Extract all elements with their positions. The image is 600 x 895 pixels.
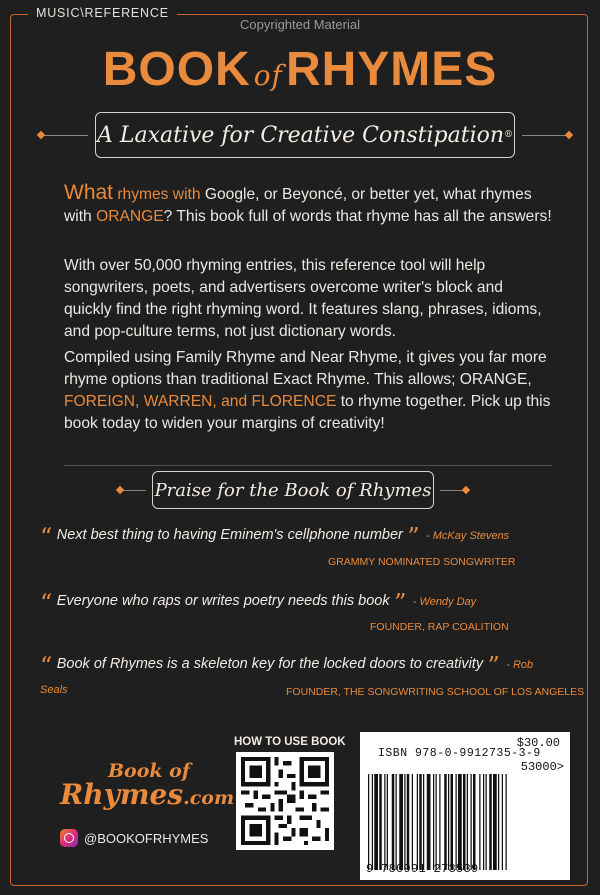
isbn-barcode	[360, 732, 570, 880]
quote-close-mark: ”	[394, 589, 407, 617]
p1-highlight-lead: rhymes with	[113, 186, 201, 203]
quote-open-mark: “	[40, 523, 53, 551]
price: $30.00	[516, 736, 560, 750]
p1-highlight-orange: ORANGE	[96, 208, 164, 225]
how-to-use-label: HOW TO USE BOOK	[234, 736, 346, 748]
tagline: A Laxative for Creative Constipation	[96, 122, 505, 148]
title-of: of	[253, 59, 283, 92]
barcode-bars	[366, 774, 564, 870]
banner-rule-right	[522, 135, 570, 136]
title-part1: BOOK	[102, 43, 251, 96]
description-paragraph-1	[64, 182, 552, 228]
instagram-handle: @BOOKOFRHYMES	[84, 830, 209, 846]
tagline-banner	[95, 112, 515, 158]
p1-text: Google, or Beyoncé, or better yet, what rhymes with	[64, 186, 532, 225]
quote-close-mark: ”	[487, 652, 500, 680]
logo-line1: Book of	[108, 760, 191, 782]
qr-code[interactable]	[236, 752, 334, 850]
watermark: Copyrighted Material	[240, 17, 360, 32]
logo-line2	[60, 778, 234, 811]
p3-highlight: FOREIGN, WARREN, and FLORENCE	[64, 393, 337, 410]
p3-text-end: to rhyme together. Pick up this book today to widen your margins of creativity!	[64, 393, 551, 432]
barcode-digits: 9 780991 273539	[366, 862, 479, 876]
logo-name: Rhymes	[60, 778, 184, 811]
section-divider	[64, 465, 552, 466]
banner-rule-left	[40, 135, 88, 136]
quote-author: - Wendy Day	[412, 596, 477, 608]
quote-open-mark: “	[40, 652, 53, 680]
instagram-link[interactable]	[60, 829, 208, 847]
instagram-icon	[60, 829, 78, 847]
quote-open-mark: “	[40, 589, 53, 617]
quote-author: - McKay Stevens	[426, 530, 510, 542]
website-logo	[60, 760, 234, 811]
registered-mark: ®	[504, 130, 514, 140]
praise-heading: Praise for the Book of Rhymes	[152, 471, 434, 509]
quote-2	[40, 589, 560, 639]
quote-3	[40, 652, 585, 702]
book-title	[0, 42, 600, 97]
quote-role: FOUNDER, THE SONGWRITING SCHOOL OF LOS ANGELES	[286, 686, 585, 698]
isbn-number: ISBN 978-0-9912735-3-9	[378, 747, 541, 760]
quote-role: GRAMMY NOMINATED SONGWRITER	[328, 556, 516, 568]
description-paragraph-2: With over 50,000 rhyming entries, this reference tool will help songwriters, poets, and advertisers overcome writer's block and quickly find the right rhyming word. It features slang, phrases, idioms, and pop-culture terms, not just dictionary words.	[64, 257, 542, 340]
title-part2: RHYMES	[285, 43, 498, 96]
category-label: MUSIC\REFERENCE	[28, 6, 177, 20]
quote-author: - Rob Seals	[40, 659, 534, 696]
description-paragraph-3	[64, 347, 552, 435]
logo-suffix: .com	[183, 787, 235, 809]
quote-1	[40, 523, 560, 573]
barcode-addon: 53000>	[520, 760, 564, 774]
quote-text: Next best thing to having Eminem's cellphone number	[56, 527, 403, 543]
dropcap-word: What	[64, 181, 114, 204]
quote-role: FOUNDER, RAP COALITION	[370, 621, 509, 633]
quote-text: Everyone who raps or writes poetry needs this book	[56, 593, 390, 609]
qr-code-icon	[241, 757, 329, 845]
p1-text-end: ? This book full of words that rhyme has all the answers!	[163, 208, 552, 225]
quote-close-mark: ”	[407, 523, 420, 551]
p3-text: Compiled using Family Rhyme and Near Rhyme, it gives you far more rhyme options than traditional Exact Rhyme. This allows; ORANGE,	[64, 349, 547, 388]
quote-text: Book of Rhymes is a skeleton key for the locked doors to creativity	[56, 656, 484, 672]
